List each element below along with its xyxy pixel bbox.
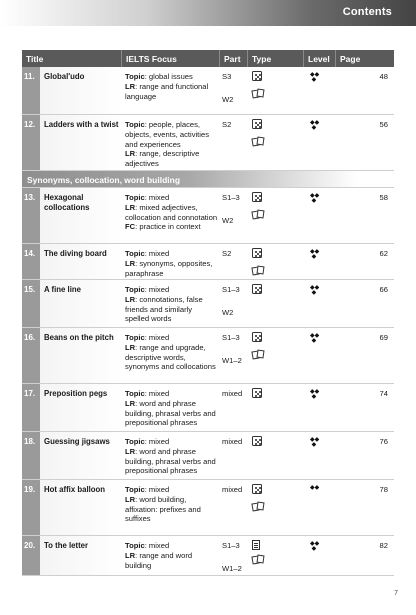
- topic-line: Topic: mixed: [125, 437, 170, 446]
- topic-line: Topic: mixed: [125, 389, 170, 398]
- row-title[interactable]: To the letter: [40, 536, 122, 575]
- lr-label: LR: [125, 81, 136, 91]
- lr-value: word and phrase building, phrasal verbs and prepositional phrases: [125, 398, 216, 428]
- row-level: [304, 244, 336, 279]
- page-number: 7: [394, 590, 398, 597]
- table-row[interactable]: [22, 244, 394, 280]
- col-header-part: Part: [220, 50, 248, 67]
- row-type: [248, 480, 304, 535]
- row-focus: [122, 536, 220, 575]
- topic-label: Topic: [125, 541, 145, 550]
- dice-icon: [252, 71, 262, 81]
- lr-value: range and functional language: [125, 81, 209, 101]
- row-type: [248, 280, 304, 327]
- table-row[interactable]: [22, 328, 394, 384]
- fc-value: practice in context: [139, 222, 201, 232]
- topic-value: people, places, objects, events, activities and experiences: [125, 120, 209, 149]
- topic-value: mixed: [148, 333, 170, 342]
- row-number: 15.: [22, 280, 40, 327]
- topic-label: Topic: [125, 485, 145, 494]
- topic-line: Topic: mixed: [125, 485, 170, 494]
- row-part: [220, 115, 248, 170]
- lr-label: LR: [125, 202, 136, 212]
- part-primary: S1–3: [222, 285, 240, 294]
- col-header-focus: IELTS Focus: [122, 50, 220, 67]
- row-focus: [122, 384, 220, 431]
- row-title[interactable]: Preposition pegs: [40, 384, 122, 431]
- row-page: 62: [379, 249, 388, 258]
- lr-value: synonyms, opposites, paraphrase: [125, 258, 213, 278]
- row-part: [220, 432, 248, 479]
- topic-value: mixed: [148, 437, 170, 446]
- row-page: 66: [379, 285, 388, 294]
- topic-value: mixed: [148, 249, 170, 258]
- row-level: [304, 480, 336, 535]
- row-level: [304, 115, 336, 170]
- row-level: [304, 536, 336, 575]
- lr-label: LR: [125, 494, 136, 504]
- row-number: 19.: [22, 480, 40, 535]
- table-row[interactable]: [22, 280, 394, 328]
- topic-label: Topic: [125, 333, 145, 342]
- topic-label: Topic: [125, 249, 145, 258]
- row-title[interactable]: Global'udo: [40, 67, 122, 114]
- part-secondary: W1–2: [222, 356, 242, 365]
- cards-icon: [252, 502, 265, 510]
- level-diamonds-icon: ◆◆ ◆: [310, 285, 320, 296]
- lr-line: LR: synonyms, opposites, paraphrase: [125, 258, 213, 278]
- topic-line: Topic: global issues: [125, 72, 193, 81]
- row-number: 18.: [22, 432, 40, 479]
- level-diamonds-icon: ◆◆ ◆: [310, 249, 320, 260]
- lr-line: LR: word and phrase building, phrasal verbs and prepositional phrases: [125, 446, 216, 476]
- row-page: 82: [379, 541, 388, 550]
- rows-group-a: [22, 67, 394, 171]
- row-page: 58: [379, 193, 388, 202]
- level-diamonds-icon: ◆◆: [310, 485, 320, 491]
- dice-icon: [252, 436, 262, 446]
- part-primary: S3: [222, 72, 232, 81]
- row-type: [248, 432, 304, 479]
- row-part: [220, 67, 248, 114]
- row-number: 20.: [22, 536, 40, 575]
- topic-label: Topic: [125, 72, 145, 81]
- row-type: [248, 328, 304, 383]
- lr-value: mixed adjectives, collocation and connotation: [125, 202, 218, 222]
- part-primary: S1–3: [222, 541, 240, 550]
- row-number: 11.: [22, 67, 40, 114]
- topic-label: Topic: [125, 193, 145, 202]
- part-primary: S2: [222, 249, 232, 258]
- row-type: [248, 115, 304, 170]
- row-focus: [122, 244, 220, 279]
- part-primary: S1–3: [222, 333, 240, 342]
- part-secondary: W2: [222, 216, 234, 225]
- row-type: [248, 244, 304, 279]
- fc-label: FC: [125, 222, 136, 232]
- lr-label: LR: [125, 550, 136, 560]
- topic-value: mixed: [148, 193, 170, 202]
- rows-group-b: [22, 188, 394, 576]
- lr-line: LR: mixed adjectives, collocation and connotation: [125, 202, 218, 222]
- topic-label: Topic: [125, 120, 145, 129]
- level-diamonds-icon: ◆◆ ◆: [310, 72, 320, 83]
- part-secondary: W2: [222, 95, 234, 104]
- lr-label: LR: [125, 149, 136, 159]
- table-row[interactable]: [22, 115, 394, 171]
- lr-line: LR: range and upgrade, descriptive words, synonyms and collocations: [125, 342, 216, 372]
- col-header-type: Type: [248, 50, 304, 67]
- row-focus: [122, 328, 220, 383]
- topic-label: Topic: [125, 437, 145, 446]
- row-part: [220, 536, 248, 575]
- row-title[interactable]: Beans on the pitch: [40, 328, 122, 383]
- lr-label: LR: [125, 342, 136, 352]
- topic-value: mixed: [148, 285, 170, 294]
- lr-line: LR: range and word building: [125, 550, 193, 570]
- row-focus: [122, 67, 220, 114]
- lr-label: LR: [125, 398, 136, 408]
- table-header: [22, 50, 394, 67]
- row-title[interactable]: Guessing jigsaws: [40, 432, 122, 479]
- part-primary: S1–3: [222, 193, 240, 202]
- row-part: [220, 244, 248, 279]
- level-diamonds-icon: ◆◆ ◆: [310, 389, 320, 400]
- lr-line: LR: word and phrase building, phrasal verbs and prepositional phrases: [125, 398, 216, 428]
- col-header-page: Page: [340, 53, 361, 64]
- dice-icon: [252, 248, 262, 258]
- table-row[interactable]: [22, 480, 394, 536]
- table-row[interactable]: [22, 188, 394, 244]
- part-primary: mixed: [222, 389, 243, 398]
- row-focus: [122, 188, 220, 243]
- row-number: 17.: [22, 384, 40, 431]
- lr-line: LR: connotations, false friends and similarly spelled words: [125, 294, 203, 324]
- topic-label: Topic: [125, 285, 145, 294]
- table-row[interactable]: [22, 432, 394, 480]
- row-page: 69: [379, 333, 388, 342]
- lr-line: LR: word building, affixation: prefixes and suffixes: [125, 494, 201, 524]
- topic-line: Topic: mixed: [125, 333, 170, 342]
- part-secondary: W2: [222, 308, 234, 317]
- lr-line: LR: range, descriptive adjectives: [125, 149, 200, 169]
- fc-line: FC: practice in context: [125, 222, 201, 232]
- topic-value: mixed: [148, 485, 170, 494]
- worksheet-icon: [252, 540, 260, 550]
- section-band: Synonyms, collocation, word building: [22, 171, 394, 188]
- topic-line: Topic: mixed: [125, 193, 170, 202]
- lr-value: word and phrase building, phrasal verbs and prepositional phrases: [125, 446, 216, 476]
- row-title[interactable]: Hot affix balloon: [40, 480, 122, 535]
- topic-line: Topic: mixed: [125, 249, 170, 258]
- row-level: [304, 280, 336, 327]
- part-primary: mixed: [222, 485, 243, 494]
- col-header-title: Title: [22, 50, 122, 67]
- row-number: 13.: [22, 188, 40, 243]
- row-type: [248, 67, 304, 114]
- level-diamonds-icon: ◆◆ ◆: [310, 437, 320, 448]
- lr-value: range, descriptive adjectives: [125, 149, 200, 169]
- row-focus: [122, 432, 220, 479]
- row-page: 56: [379, 120, 388, 129]
- row-title[interactable]: The diving board: [40, 244, 122, 279]
- row-title[interactable]: Hexagonal collocations: [40, 188, 122, 243]
- row-type: [248, 384, 304, 431]
- row-part: [220, 328, 248, 383]
- row-number: 12.: [22, 115, 40, 170]
- part-primary: mixed: [222, 437, 243, 446]
- cards-icon: [252, 266, 265, 274]
- row-page: 74: [379, 389, 388, 398]
- level-diamonds-icon: ◆◆ ◆: [310, 120, 320, 131]
- row-level: [304, 432, 336, 479]
- lr-value: range and word building: [125, 550, 193, 570]
- row-title[interactable]: Ladders with a twist: [40, 115, 122, 170]
- topic-line: Topic: people, places, objects, events, activities and experiences: [125, 120, 209, 149]
- lr-value: range and upgrade, descriptive words, synonyms and collocations: [125, 342, 216, 372]
- row-page: 48: [379, 72, 388, 81]
- topic-value: global issues: [148, 72, 193, 81]
- row-type: [248, 188, 304, 243]
- topic-value: mixed: [148, 541, 170, 550]
- row-focus: [122, 280, 220, 327]
- lr-label: LR: [125, 446, 136, 456]
- dice-icon: [252, 119, 262, 129]
- row-number: 14.: [22, 244, 40, 279]
- part-primary: S2: [222, 120, 232, 129]
- part-secondary: W1–2: [222, 564, 242, 573]
- dice-icon: [252, 484, 262, 494]
- lr-label: LR: [125, 294, 136, 304]
- contents-table: [22, 50, 394, 576]
- row-level: [304, 328, 336, 383]
- row-type: [248, 536, 304, 575]
- topic-line: Topic: mixed: [125, 285, 170, 294]
- row-focus: [122, 480, 220, 535]
- table-row[interactable]: [22, 384, 394, 432]
- cards-icon: [252, 555, 265, 563]
- row-title[interactable]: A fine line: [40, 280, 122, 327]
- topic-label: Topic: [125, 389, 145, 398]
- topic-line: Topic: mixed: [125, 541, 170, 550]
- lr-line: LR: range and functional language: [125, 81, 209, 101]
- dice-icon: [252, 192, 262, 202]
- row-page: 78: [379, 485, 388, 494]
- dice-icon: [252, 332, 262, 342]
- row-part: [220, 188, 248, 243]
- row-level: [304, 384, 336, 431]
- contents-heading: Contents: [342, 6, 392, 18]
- row-part: [220, 384, 248, 431]
- dice-icon: [252, 388, 262, 398]
- row-part: [220, 280, 248, 327]
- topic-value: mixed: [148, 389, 170, 398]
- cards-icon: [252, 89, 265, 97]
- level-diamonds-icon: ◆◆ ◆: [310, 333, 320, 344]
- row-level: [304, 67, 336, 114]
- lr-label: LR: [125, 258, 136, 268]
- dice-icon: [252, 284, 262, 294]
- cards-icon: [252, 137, 265, 145]
- cards-icon: [252, 350, 265, 358]
- header-bar: [0, 0, 416, 26]
- table-row[interactable]: [22, 536, 394, 576]
- row-focus: [122, 115, 220, 170]
- row-page: 76: [379, 437, 388, 446]
- level-diamonds-icon: ◆◆ ◆: [310, 193, 320, 204]
- row-number: 16.: [22, 328, 40, 383]
- level-diamonds-icon: ◆◆ ◆: [310, 541, 320, 552]
- cards-icon: [252, 210, 265, 218]
- lr-value: word building, affixation: prefixes and suffixes: [125, 494, 201, 524]
- lr-value: connotations, false friends and similarly spelled words: [125, 294, 203, 324]
- col-header-level: Level: [304, 50, 336, 67]
- row-part: [220, 480, 248, 535]
- row-level: [304, 188, 336, 243]
- table-row[interactable]: [22, 67, 394, 115]
